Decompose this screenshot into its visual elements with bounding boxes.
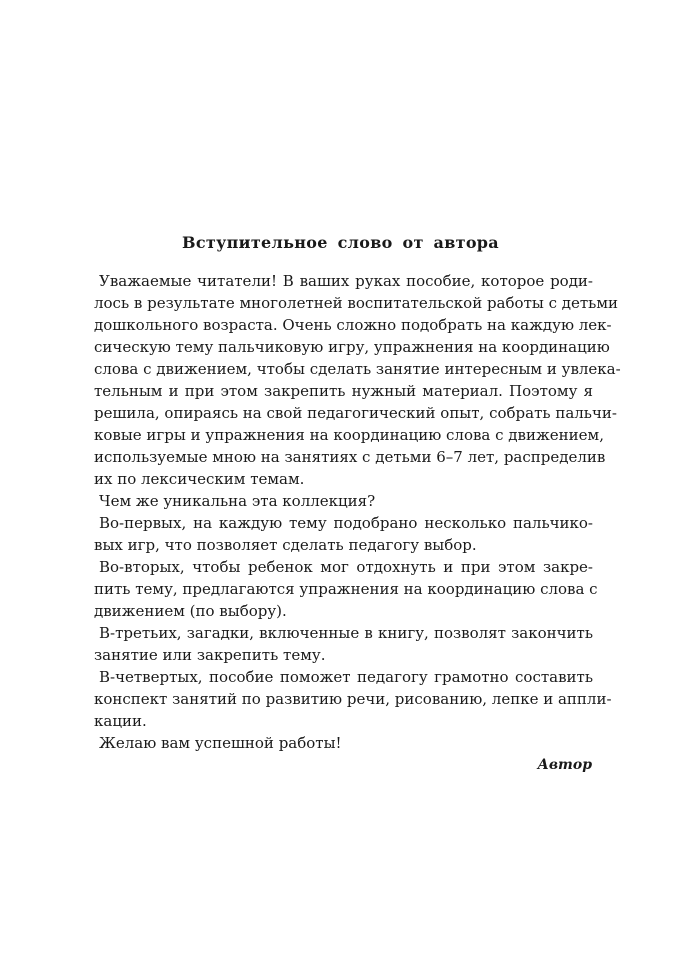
text-line: дошкольного возраста. Очень сложно подобрать на каждую лек- [94,316,612,334]
text-line: Во-первых, на каждую тему подобрано несколько пальчико- [99,514,593,532]
text-line: В-четвертых, пособие поможет педагогу грамотно составить [99,668,593,686]
text-line: Во-вторых, чтобы ребенок мог отдохнуть и при этом закре- [99,558,593,576]
text-line: Чем же уникальна эта коллекция? [99,492,376,510]
author-signature: Автор [537,757,592,773]
text-line: лось в результате многолетней воспитательской работы с детьми [94,294,618,312]
text-line: тельным и при этом закрепить нужный материал. Поэтому я [94,382,593,400]
text-line: занятие или закрепить тему. [94,646,326,664]
text-line: сическую тему пальчиковую игру, упражнения на координацию [94,338,610,356]
text-line: используемые мною на занятиях с детьми 6–7 лет, распределив [94,448,606,466]
page-title: Вступительное слово от автора [182,233,499,252]
text-line: конспект занятий по развитию речи, рисованию, лепке и аппли- [94,690,612,708]
text-line: В-третьих, загадки, включенные в книгу, позволят закончить [99,624,593,642]
text-line: решила, опираясь на свой педагогический опыт, собрать пальчи- [94,404,617,422]
text-line: пить тему, предлагаются упражнения на координацию слова с [94,580,598,598]
text-line: Желаю вам успешной работы! [99,734,342,752]
text-line: слова с движением, чтобы сделать занятие интересным и увлека- [94,360,621,378]
text-line: кации. [94,712,147,730]
text-line: их по лексическим темам. [94,470,305,488]
text-line: Уважаемые читатели! В ваших руках пособие, которое роди- [99,272,593,290]
text-line: движением (по выбору). [94,602,287,620]
text-line: ковые игры и упражнения на координацию слова с движением, [94,426,604,444]
text-line: вых игр, что позволяет сделать педагогу выбор. [94,536,477,554]
